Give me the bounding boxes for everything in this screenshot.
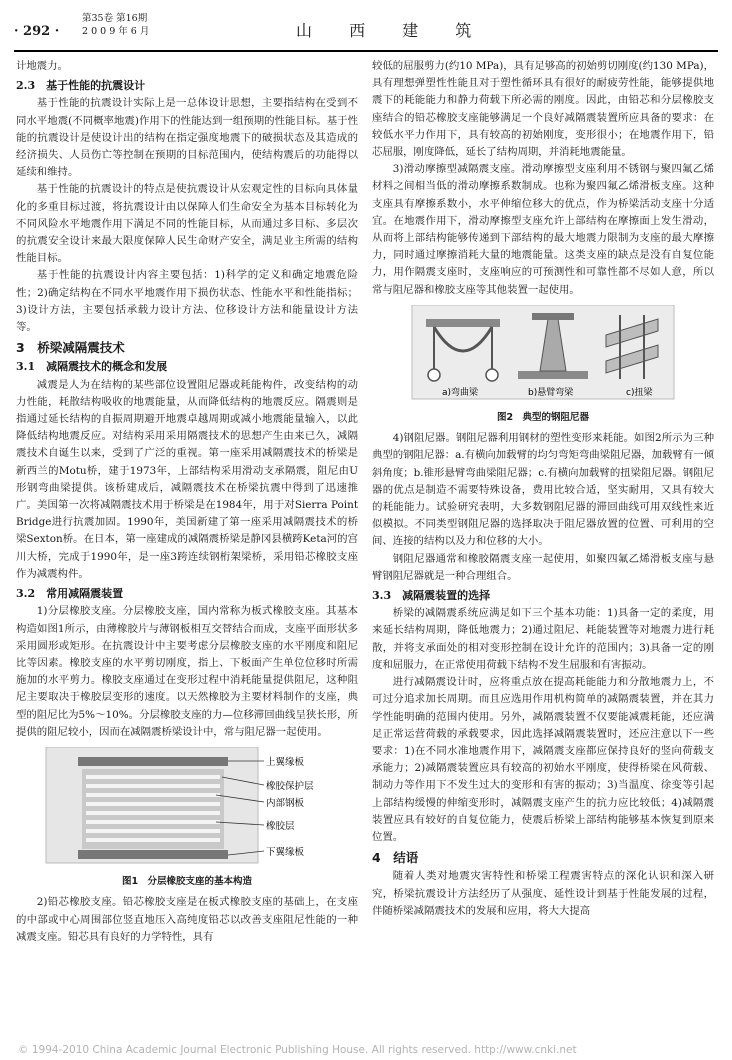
right-column: [372, 58, 714, 920]
date-label: 2 0 0 9 年 6 月: [82, 26, 150, 37]
paragraph: 减震是人为在结构的某些部位设置阻尼器或耗能构件，改变结构的动力性能，耗散结构吸收的地震能量，从而降低结构的地震反应。隔震则是指通过延长结构的自振周期避开地震卓越周期或减小地震能量输入，以此降低结构地震反应。对结构采用采用隔震技术的思想产生由来已久，减隔震技术自诞生以来，受到了广泛的重视。第一座采用减隔震技术的桥梁是新西兰的Motu桥，建于1973年，上部结构采用滑动支承隔震，阻尼由U形钢弯曲梁提供。该桥建成后，减隔震技术在桥梁抗震中得到了迅速推广。美国第一次将减隔震技术用于桥梁是在1984年，用于对Sierra Point Bridge进行抗震加固。1990年，美国新建了第一座采用减隔震技术的桥梁Sexton桥。在日本，第一座建成的减隔震桥梁是静冈县横跨Keta河的宫川大桥，完成于1990年，是一座3跨连续钢桁架梁桥，采用铅芯橡胶支座作为减震构件。: [16, 378, 358, 580]
subcaption-c: c)扭梁: [626, 387, 653, 398]
journal-title: 山 西 建 筑: [296, 21, 488, 40]
label-rubber-cover: 橡胶保护层: [266, 780, 314, 792]
footer-watermark: © 1994-2010 China Academic Journal Electronic Publishing House. All rights reserved. http://www.cnki.net: [18, 1044, 577, 1056]
figure-1-caption: 图1 分层橡胶支座的基本构造: [121, 876, 253, 888]
paragraph: 1)分层橡胶支座。分层橡胶支座，国内常称为板式橡胶支座。其基本构造如图1所示，由薄橡胶片与薄钢板相互交替结合而成，支座平面形状多采用圆形或矩形。在抗震设计中主要考虑分层橡胶支座的水平刚度和阻尼比等因素。橡胶支座的水平剪切刚度，指上、下板面产生单位位移时所需施加的水平剪力。橡胶支座通过在变形过程中消耗能量提供阻尼，这种阻尼主要取决于橡胶层变形的速度。以天然橡胶为主要材料制作的支座，典型的阻尼比为5%～10%。分层橡胶支座的力—位移滞回曲线呈狭长形，所提供的阻尼较小，因而在减隔震桥梁设计中，常与阻尼器一起使用。: [16, 605, 358, 738]
steel-damper-diagram: [372, 305, 714, 401]
section-heading-3-2: 3.2 常用减隔震装置: [16, 587, 124, 601]
section-heading-3-3: 3.3 减隔震装置的选择: [372, 589, 491, 603]
figure-1: [16, 747, 358, 890]
page-header: [0, 0, 732, 52]
section-heading-3-1: 3.1 减隔震技术的概念和发展: [16, 360, 168, 374]
subcaption-a: a)弯曲梁: [442, 387, 479, 398]
paragraph: 基于性能的抗震设计内容主要包括：1)科学的定义和确定地震危险性；2)确定结构在不同水平地震作用下损伤状态、性能水平和性能指标；3)设计方法，主要包括承载力设计方法、位移设计方法和能量设计方法等。: [16, 269, 358, 334]
paragraph: 基于性能的抗震设计的特点是使抗震设计从宏观定性的目标向具体量化的多重目标过渡，将抗震设计由以保障人们生命安全为基本目标转化为不同风险水平地震作用下满足不同的性能目标，从而通过多目标、多层次的抗震安全设计来最大限度保障人民生命财产安全，满足业主所需的结构性能目标。: [16, 183, 358, 265]
paragraph: 随着人类对地震灾害特性和桥梁工程震害特点的深化认识和深入研究，桥梁抗震设计方法经历了从强度、延性设计到基于性能发展的过程，伴随桥梁减隔震技术的发展和应用，将大大提高: [372, 870, 714, 917]
label-rubber-layer: 橡胶层: [266, 820, 295, 832]
left-column: [16, 58, 358, 946]
paragraph: 钢阻尼器通常和橡胶隔震支座一起使用，如聚四氟乙烯滑板支座与悬臂钢阻尼器就是一种合理组合。: [372, 552, 714, 582]
page-number: · 292 ·: [14, 24, 60, 39]
subcaption-b: b)悬臂弯梁: [528, 387, 574, 398]
section-heading-3: 3 桥梁减隔震技术: [16, 340, 125, 356]
paragraph: 4)钢阻尼器。钢阻尼器利用钢材的塑性变形来耗能。如图2所示为三种典型的钢阻尼器：a.有横向加载臂的均匀弯矩弯曲梁阻尼器，加载臂有一倾斜角度；b.锥形悬臂弯曲梁阻尼器；c.有横向加载臂的扭梁阻尼器。钢阻尼器的优点是制造不需要特殊设备，费用比较合适，坚实耐用，又具有较大的耗能能力。试验研究表明，大多数钢阻尼器的滞回曲线可用双线性来近似模拟。不同类型钢阻尼器的选择取决于阻尼器放置的位置、可利用的空间、连接的结构以及力和位移的大小。: [372, 432, 714, 548]
paragraph: 计地震力。: [16, 60, 68, 72]
header-divider: [14, 50, 718, 52]
paragraph: 3)滑动摩擦型减隔震支座。滑动摩擦型支座利用不锈钢与聚四氟乙烯材料之间相当低的滑动摩擦系数制成。也称为聚四氟乙烯滑板支座。这种支座具有摩擦系数小，水平伸缩位移大的优点，作为桥梁活动支座十分适宜。在地震作用下，滑动摩擦型支座允许上部结构在摩擦面上发生滑动，从而将上部结构能够传递到下部结构的最大地震力限制为支座的最大摩擦力，同时通过摩擦消耗大量的地震能量。这类支座的缺点是没有自复位能力，用作隔震支座时，支座响应的可预测性和可靠性都不尽如人意，所以常与阻尼器和橡胶支座等其他装置一起使用。: [372, 163, 714, 296]
volume-label: 第35卷 第16期: [82, 13, 148, 24]
figure-2: [372, 305, 714, 426]
section-heading-2-3: 2.3 基于性能的抗震设计: [16, 79, 146, 93]
paragraph: 基于性能的抗震设计实际上是一总体设计思想，主要指结构在受到不同水平地震(不同概率地震)作用下的性能达到一组预期的性能目标。基于性能的抗震设计是使设计出的结构在指定强度地震下的破损状态及其造成的经济损失、人员伤亡等控制在预期的目标范围内，使结构震后的功能得以延续和维持。: [16, 97, 358, 179]
figure-2-caption: 图2 典型的钢阻尼器: [496, 412, 590, 424]
paragraph: 桥梁的减隔震系统应满足如下三个基本功能：1)具备一定的柔度，用来延长结构周期，降低地震力；2)通过阻尼、耗能装置等对地震力进行耗散，并将支承面处的相对变形控制在设计允许的范围内；3)具备一定的刚度和屈服力，在正常使用荷载下结构不发生屈服和有害振动。: [372, 607, 714, 671]
paragraph: 较低的屈服剪力(约10 MPa)，具有足够高的初始剪切刚度(约130 MPa)，具有理想弹塑性性能且对于塑性循环具有很好的耐疲劳性能，能够提供地震下的耗能能力和静力荷载下所必需的刚度。因此，由铅芯和分层橡胶支座结合的铅芯橡胶支座能够满足一个良好减隔震装置所应具备的要求：在较低水平力作用下，具有较高的初始刚度，变形很小；在地震作用下，铅芯屈服，刚度降低，延长了结构周期，并消耗地震能量。: [372, 60, 714, 159]
label-top-flange: 上翼缘板: [266, 756, 305, 768]
paragraph: 2)铅芯橡胶支座。铅芯橡胶支座是在板式橡胶支座的基础上，在支座的中部或中心周围部位竖直地压入高纯度铅芯以改善支座阻尼性能的一种减震支座。铅芯具有良好的力学特性，具有: [16, 896, 358, 943]
section-heading-4: 4 结语: [372, 850, 419, 866]
label-inner-steel-plate: 内部钢板: [266, 797, 305, 809]
issue-info: [82, 12, 149, 38]
paragraph: 进行减隔震设计时，应将重点放在提高耗能能力和分散地震力上，不可过分追求加长周期。而且应选用作用机构简单的减隔震装置，并在其力学性能明确的范围内使用。另外，减隔震装置不仅要能减震耗能，还应满足正常运营荷载的承载要求，因此选择减隔震装置时，还应注意以下一些要求：1)在不同水准地震作用下，减隔震支座都应保持良好的竖向荷载支承能力；2)减隔震装置应具有较高的初始水平刚度，使得桥梁在风荷载、制动力等作用下不发生过大的变形和有害的振动；3)当温度、徐变等引起上部结构缓慢的伸缩变形时，减隔震支座产生的抗力应比较低；4)减隔震装置应具有较好的自复位能力，使震后桥梁上部结构能够基本恢复到原来位置。: [372, 676, 714, 843]
laminated-bearing-diagram: [16, 747, 358, 865]
label-bottom-flange: 下翼缘板: [266, 846, 305, 858]
